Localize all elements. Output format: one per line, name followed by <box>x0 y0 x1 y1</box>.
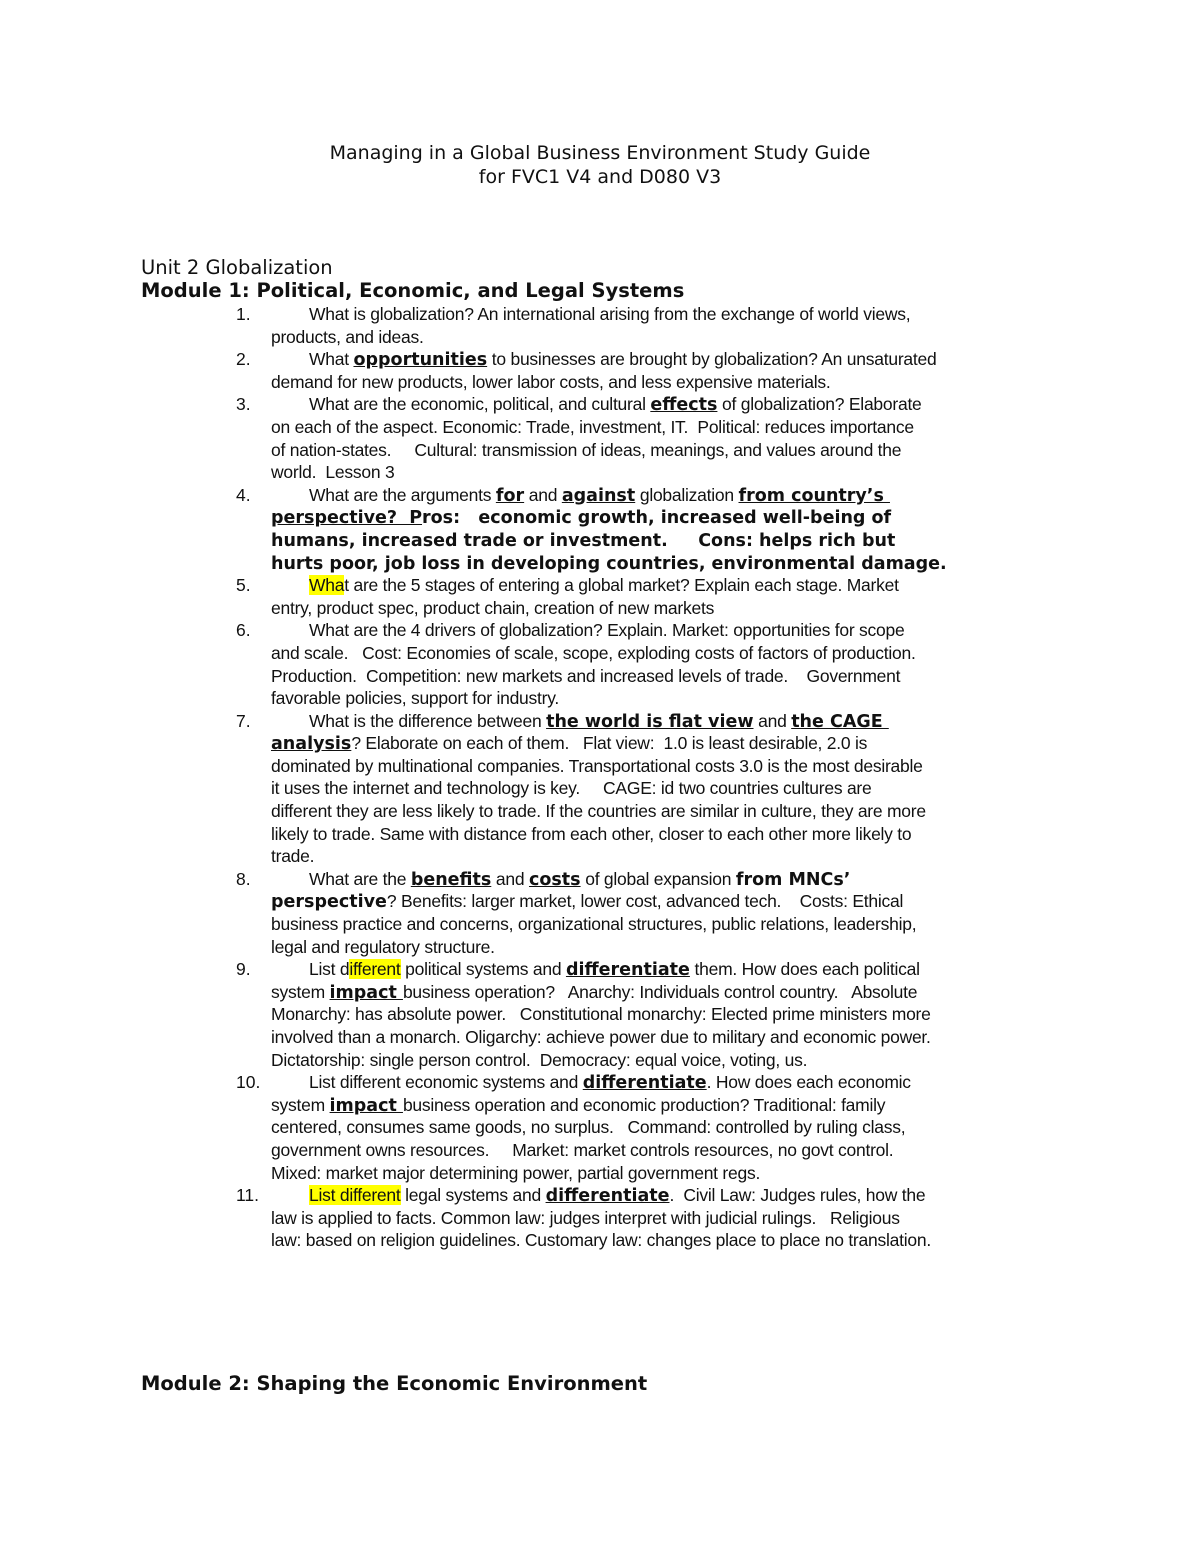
emphasized-text: analysis <box>271 734 352 755</box>
text-line <box>271 506 1200 529</box>
text-line <box>271 393 1200 416</box>
text-segment: on each of the aspect. Economic: Trade, investment, IT. Political: reduces importance <box>271 416 914 437</box>
text-segment: government owns resources. Market: market controls resources, no govt control. <box>271 1139 894 1160</box>
text-segment: system <box>271 981 330 1002</box>
text-line <box>271 1049 1200 1072</box>
text-segment: What <box>309 349 354 370</box>
emphasized-text: ros: economic growth, increased well-being of <box>422 508 892 529</box>
item-number: 3. <box>236 394 251 415</box>
question-item <box>0 868 1200 958</box>
text-segment: business operation? Anarchy: Individuals control country. Absolute <box>402 981 918 1002</box>
text-line <box>271 574 1200 597</box>
highlighted-text: ifferent <box>349 959 401 980</box>
question-item <box>0 484 1200 574</box>
text-line <box>271 597 1200 620</box>
text-line <box>271 1229 1200 1252</box>
text-line <box>271 1184 1200 1207</box>
text-line <box>271 845 1200 868</box>
text-line <box>271 981 1200 1004</box>
title-line-1: Managing in a Global Business Environment Study Guide <box>329 142 871 164</box>
text-segment: What is globalization? An international arising from the exchange of world views, <box>309 304 911 324</box>
text-segment: Mixed: market major determining power, partial government regs. <box>271 1162 761 1183</box>
highlighted-text: List different <box>309 1185 401 1206</box>
text-segment: business practice and concerns, organizational structures, public relations, leadership, <box>271 914 917 935</box>
text-line <box>271 529 1200 552</box>
unit-heading: Unit 2 Globalization <box>141 256 333 279</box>
text-line <box>271 958 1200 981</box>
text-segment: globalization <box>635 484 739 505</box>
text-segment: What are the arguments <box>309 484 496 505</box>
emphasized-text: effects <box>650 395 718 416</box>
text-segment: and <box>491 868 529 889</box>
text-line <box>271 1207 1200 1230</box>
text-segment: Monarchy: has absolute power. Constitutional monarchy: Elected prime ministers more <box>271 1004 931 1025</box>
text-line <box>271 1116 1200 1139</box>
item-number: 1. <box>236 304 251 324</box>
text-segment: legal and regulatory structure. <box>271 936 495 957</box>
text-segment: political systems and <box>400 959 566 980</box>
text-segment: What is the difference between <box>309 710 547 731</box>
emphasized-text: from MNCs’ <box>735 869 851 890</box>
item-number: 11. <box>236 1185 260 1206</box>
text-segment: of nation-states. Cultural: transmission of ideas, meanings, and values around the <box>271 439 902 460</box>
text-segment: likely to trade. Same with distance from each other, closer to each other more likely to <box>271 823 912 844</box>
text-segment: . How does each economic <box>706 1072 911 1093</box>
text-segment: legal systems and <box>400 1185 546 1206</box>
text-segment: List different economic systems and <box>309 1072 583 1093</box>
text-line <box>271 665 1200 688</box>
item-number: 9. <box>236 959 251 980</box>
emphasized-text: perspective? P <box>271 508 423 529</box>
emphasized-text: from country’s <box>738 485 890 506</box>
text-segment: it uses the internet and technology is key. CAGE: id two countries cultures are <box>271 778 872 799</box>
text-line <box>271 1139 1200 1162</box>
text-line <box>271 1162 1200 1185</box>
emphasized-text: differentiate <box>582 1073 707 1094</box>
emphasized-text: differentiate <box>565 960 690 981</box>
question-item <box>0 1184 1200 1252</box>
emphasized-text: for <box>495 485 525 506</box>
text-segment: . Civil Law: Judges rules, how the <box>669 1185 926 1206</box>
text-segment: Production. Competition: new markets and increased levels of trade. Government <box>271 665 901 686</box>
text-segment: favorable policies, support for industry. <box>271 688 560 709</box>
emphasized-text: impact <box>329 1095 403 1116</box>
emphasized-text: impact <box>329 982 403 1003</box>
text-segment: involved than a monarch. Oligarchy: achieve power due to military and economic power. <box>271 1027 931 1047</box>
text-segment: and <box>524 484 562 505</box>
text-line <box>271 484 1200 507</box>
text-segment: List d <box>309 959 350 980</box>
text-segment: and scale. Cost: Economies of scale, scope, exploding costs of factors of production. <box>271 642 916 663</box>
text-segment: entry, product spec, product chain, creation of new markets <box>271 597 715 618</box>
text-line <box>271 913 1200 936</box>
text-line <box>271 1071 1200 1094</box>
question-item <box>0 710 1200 868</box>
text-segment: t are the 5 stages of entering a global market? Explain each stage. Market <box>344 575 899 596</box>
text-line <box>271 1094 1200 1117</box>
emphasized-text: the CAGE <box>791 711 889 732</box>
text-segment: of global expansion <box>580 868 736 889</box>
text-line <box>271 710 1200 733</box>
item-number: 2. <box>236 349 251 370</box>
text-segment: demand for new products, lower labor costs, and less expensive materials. <box>271 371 831 392</box>
text-line <box>271 326 1200 349</box>
item-number: 8. <box>236 868 251 889</box>
text-line <box>271 303 1200 326</box>
text-segment: What are the economic, political, and cultural <box>309 394 651 415</box>
text-line <box>271 868 1200 891</box>
question-item <box>0 303 1200 348</box>
text-segment: world. Lesson 3 <box>271 462 395 483</box>
emphasized-text: costs <box>528 869 581 890</box>
text-segment: centered, consumes same goods, no surplus. Command: controlled by ruling class, <box>271 1117 906 1138</box>
question-item <box>0 958 1200 1071</box>
emphasized-text: against <box>561 485 636 506</box>
text-line <box>271 755 1200 778</box>
text-segment: different they are less likely to trade. If the countries are similar in culture, they are more <box>271 801 926 822</box>
text-segment: dominated by multinational companies. Transportational costs 3.0 is the most desirable <box>271 755 923 776</box>
text-segment: business operation and economic production? Traditional: family <box>402 1094 886 1115</box>
module-1-heading: Module 1: Political, Economic, and Legal Systems <box>141 279 685 302</box>
document-title <box>0 141 1200 189</box>
emphasized-text: benefits <box>410 869 492 890</box>
text-segment: What are the 4 drivers of globalization? Explain. Market: opportunities for scope <box>309 620 905 641</box>
text-line <box>271 642 1200 665</box>
text-line <box>271 823 1200 846</box>
text-segment: ? Elaborate on each of them. Flat view: 1.0 is least desirable, 2.0 is <box>351 733 868 754</box>
question-item <box>0 348 1200 393</box>
text-segment: law is applied to facts. Common law: judges interpret with judicial rulings. Religious <box>271 1207 900 1228</box>
question-item <box>0 619 1200 709</box>
emphasized-text: differentiate <box>545 1186 670 1207</box>
text-line <box>271 732 1200 755</box>
question-item <box>0 393 1200 483</box>
text-segment: system <box>271 1094 330 1115</box>
text-segment: What are the <box>309 868 411 889</box>
emphasized-text: perspective <box>271 892 387 913</box>
question-item <box>0 1071 1200 1184</box>
text-line <box>271 800 1200 823</box>
text-line <box>271 1003 1200 1026</box>
highlighted-text: Wha <box>309 575 345 596</box>
text-segment: law: based on religion guidelines. Customary law: changes place to place no translation. <box>271 1230 931 1251</box>
text-segment: ? Benefits: larger market, lower cost, advanced tech. Costs: Ethical <box>386 891 904 912</box>
text-segment: of globalization? Elaborate <box>717 394 922 415</box>
text-line <box>271 371 1200 394</box>
text-line <box>271 1026 1200 1049</box>
text-line <box>271 552 1200 575</box>
text-line <box>271 461 1200 484</box>
text-segment: them. How does each political <box>689 959 920 980</box>
item-number: 7. <box>236 710 251 731</box>
text-segment: and <box>753 710 792 731</box>
text-segment: trade. <box>271 846 315 867</box>
module-2-heading: Module 2: Shaping the Economic Environment <box>141 1372 648 1395</box>
text-segment: Dictatorship: single person control. Democracy: equal voice, voting, us. <box>271 1049 808 1070</box>
item-number: 10. <box>236 1072 261 1093</box>
emphasized-text: hurts poor, job loss in developing countries, environmental damage. <box>271 553 947 574</box>
text-line <box>271 416 1200 439</box>
text-line <box>271 348 1200 371</box>
text-segment: products, and ideas. <box>271 326 424 347</box>
text-line <box>271 687 1200 710</box>
question-item <box>0 574 1200 619</box>
item-number: 5. <box>236 575 251 596</box>
question-list <box>0 303 1200 1252</box>
item-number: 4. <box>236 484 251 505</box>
text-segment: to businesses are brought by globalization? An unsaturated <box>487 349 937 370</box>
emphasized-text: opportunities <box>353 350 488 371</box>
emphasized-text: humans, increased trade or investment. Cons: helps rich but <box>271 530 896 551</box>
text-line <box>271 619 1200 642</box>
item-number: 6. <box>236 620 251 641</box>
title-line-2: for FVC1 V4 and D080 V3 <box>478 166 722 188</box>
emphasized-text: the world is flat view <box>546 711 754 732</box>
text-line <box>271 936 1200 959</box>
text-line <box>271 890 1200 913</box>
text-line <box>271 439 1200 462</box>
text-line <box>271 777 1200 800</box>
